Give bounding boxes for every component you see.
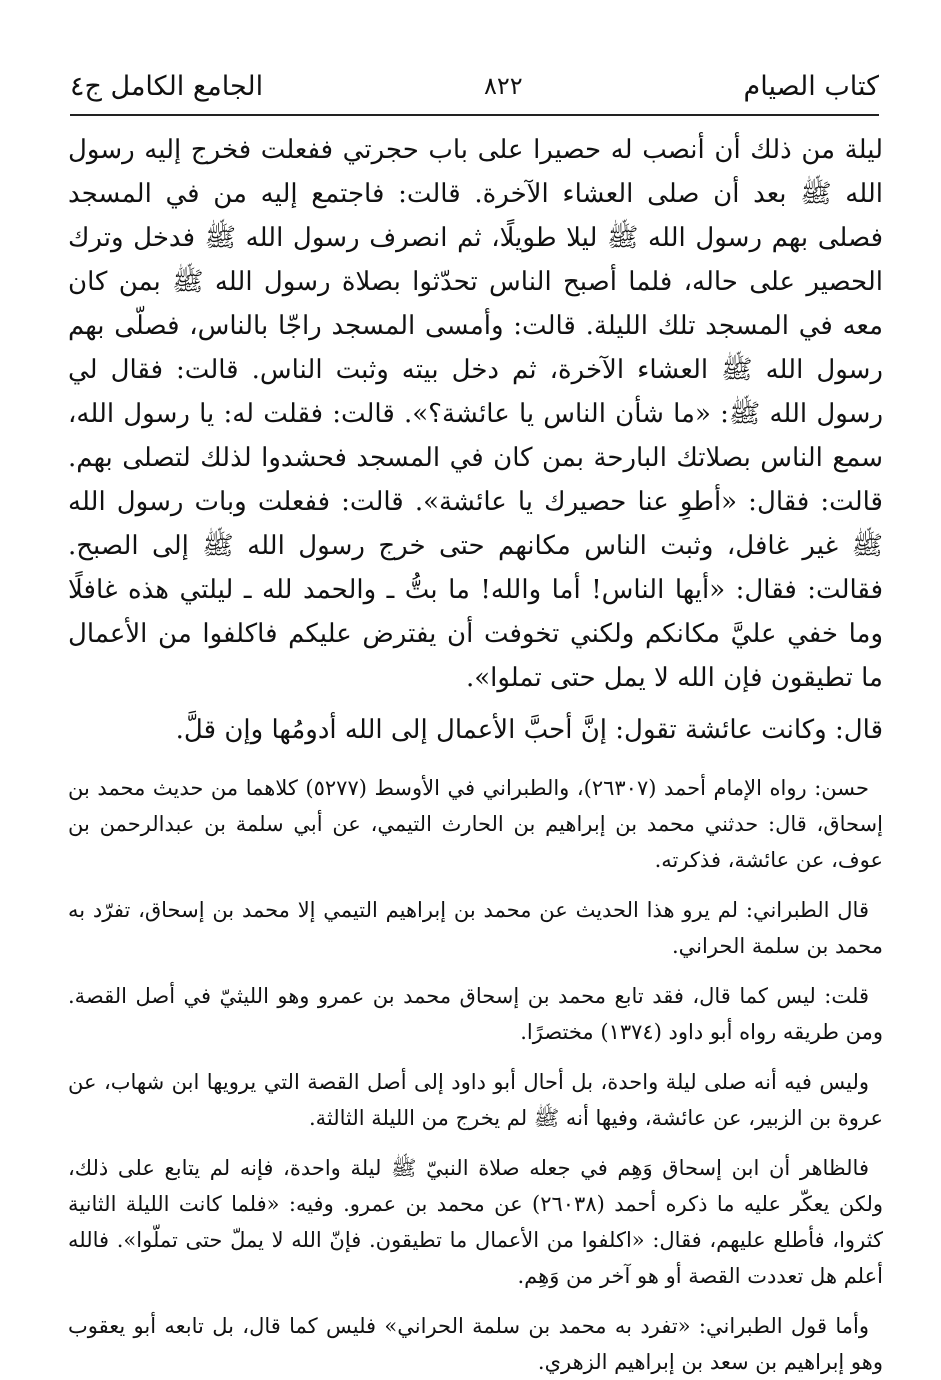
chapter-title: كتاب الصيام bbox=[743, 70, 879, 102]
hadith-text: ليلة من ذلك أن أنصب له حصيرا على باب حجرتي ففعلت فخرج إليه رسول الله ﷺ بعد أن صلى العشاء الآخرة. قالت: فاجتمع إليه من في المسجد فصلى بهم رسول الله ﷺ ليلا طويلًا، ثم انصرف رسول الله ﷺ فدخل وترك الحصير على حاله، فلما أصبح الناس تحدّثوا بصلاة رسول الله ﷺ بمن كان معه في المسجد تلك الليلة. قالت: وأمسى المسجد راجّا بالناس، فصلّى بهم رسول الله ﷺ العشاء الآخرة، ثم دخل بيته وثبت الناس. قالت: فقال لي رسول الله ﷺ: «ما شأن الناس يا عائشة؟». قالت: فقلت له: يا رسول الله، سمع الناس بصلاتك البارحة بمن كان في المسجد فحشدوا لذلك لتصلى بهم. قالت: فقال: «أطوِ عنا حصيرك يا عائشة». قالت: ففعلت وبات رسول الله ﷺ غير غافل، وثبت الناس مكانهم حتى خرج رسول الله ﷺ إلى الصبح. فقالت: فقال: «أيها الناس! أما والله! ما بتُّ ـ والحمد لله ـ ليلتي هذه غافلًا وما خفي عليَّ مكانكم ولكني تخوفت أن يفترض عليكم فاكلفوا من الأعمال ما تطيقون فإن الله لا يمل حتى تملوا». bbox=[68, 135, 883, 693]
page-number: ٨٢٢ bbox=[483, 72, 523, 100]
page-body bbox=[68, 128, 883, 1380]
takhrij-note-6: وأما قول الطبراني: «تفرد به محمد بن سلمة الحراني» فليس كما قال، بل تابعه أبو يعقوب وهو إبراهيم بن سعد بن إبراهيم الزهري. bbox=[68, 1314, 883, 1374]
takhrij-note-2: قال الطبراني: لم يرو هذا الحديث عن محمد بن إبراهيم التيمي إلا محمد بن إسحاق، تفرّد به محمد بن سلمة الحراني. bbox=[68, 898, 883, 958]
takhrij-note-5: فالظاهر أن ابن إسحاق وَهِم في جعله صلاة النبيّ ﷺ ليلة واحدة، فإنه لم يتابع على ذلك، ولكن يعكّر عليه ما ذكره أحمد (٢٦٠٣٨) عن محمد بن عمرو. وفيه: «فلما كانت الليلة الثانية كثروا، فأطلع عليهم، فقال: «اكلفوا من الأعمال ما تطيقون. فإنّ الله لا يملّ حتى تملّوا». فالله أعلم هل تعددت القصة أو هو آخر من وَهِم. bbox=[68, 1156, 884, 1288]
book-title: الجامع الكامل ج٤ bbox=[70, 70, 264, 102]
footnotes bbox=[68, 770, 883, 1380]
takhrij-note-1: حسن: رواه الإمام أحمد (٢٦٣٠٧)، والطبراني في الأوسط (٥٢٧٧) كلاهما من حديث محمد بن إسحاق، قال: حدثني محمد بن إبراهيم بن الحارث التيمي، عن أبي سلمة بن عبدالرحمن بن عوف، عن عائشة، فذكرته. bbox=[68, 776, 883, 872]
takhrij-note-4: وليس فيه أنه صلى ليلة واحدة، بل أحال أبو داود إلى أصل القصة التي يرويها ابن شهاب، عن عروة بن الزبير، عن عائشة، وفيها أنه ﷺ لم يخرج من الليلة الثالثة. bbox=[68, 1070, 883, 1130]
takhrij-note-3: قلت: ليس كما قال، فقد تابع محمد بن إسحاق محمد بن عمرو وهو الليثيّ في أصل القصة. ومن طريقه رواه أبو داود (١٣٧٤) مختصرًا. bbox=[68, 984, 883, 1044]
aisha-saying: قال: وكانت عائشة تقول: إنَّ أحبَّ الأعمال إلى الله أدومُها وإن قلَّ. bbox=[175, 715, 883, 745]
page-header bbox=[70, 60, 879, 112]
header-divider bbox=[70, 114, 879, 116]
